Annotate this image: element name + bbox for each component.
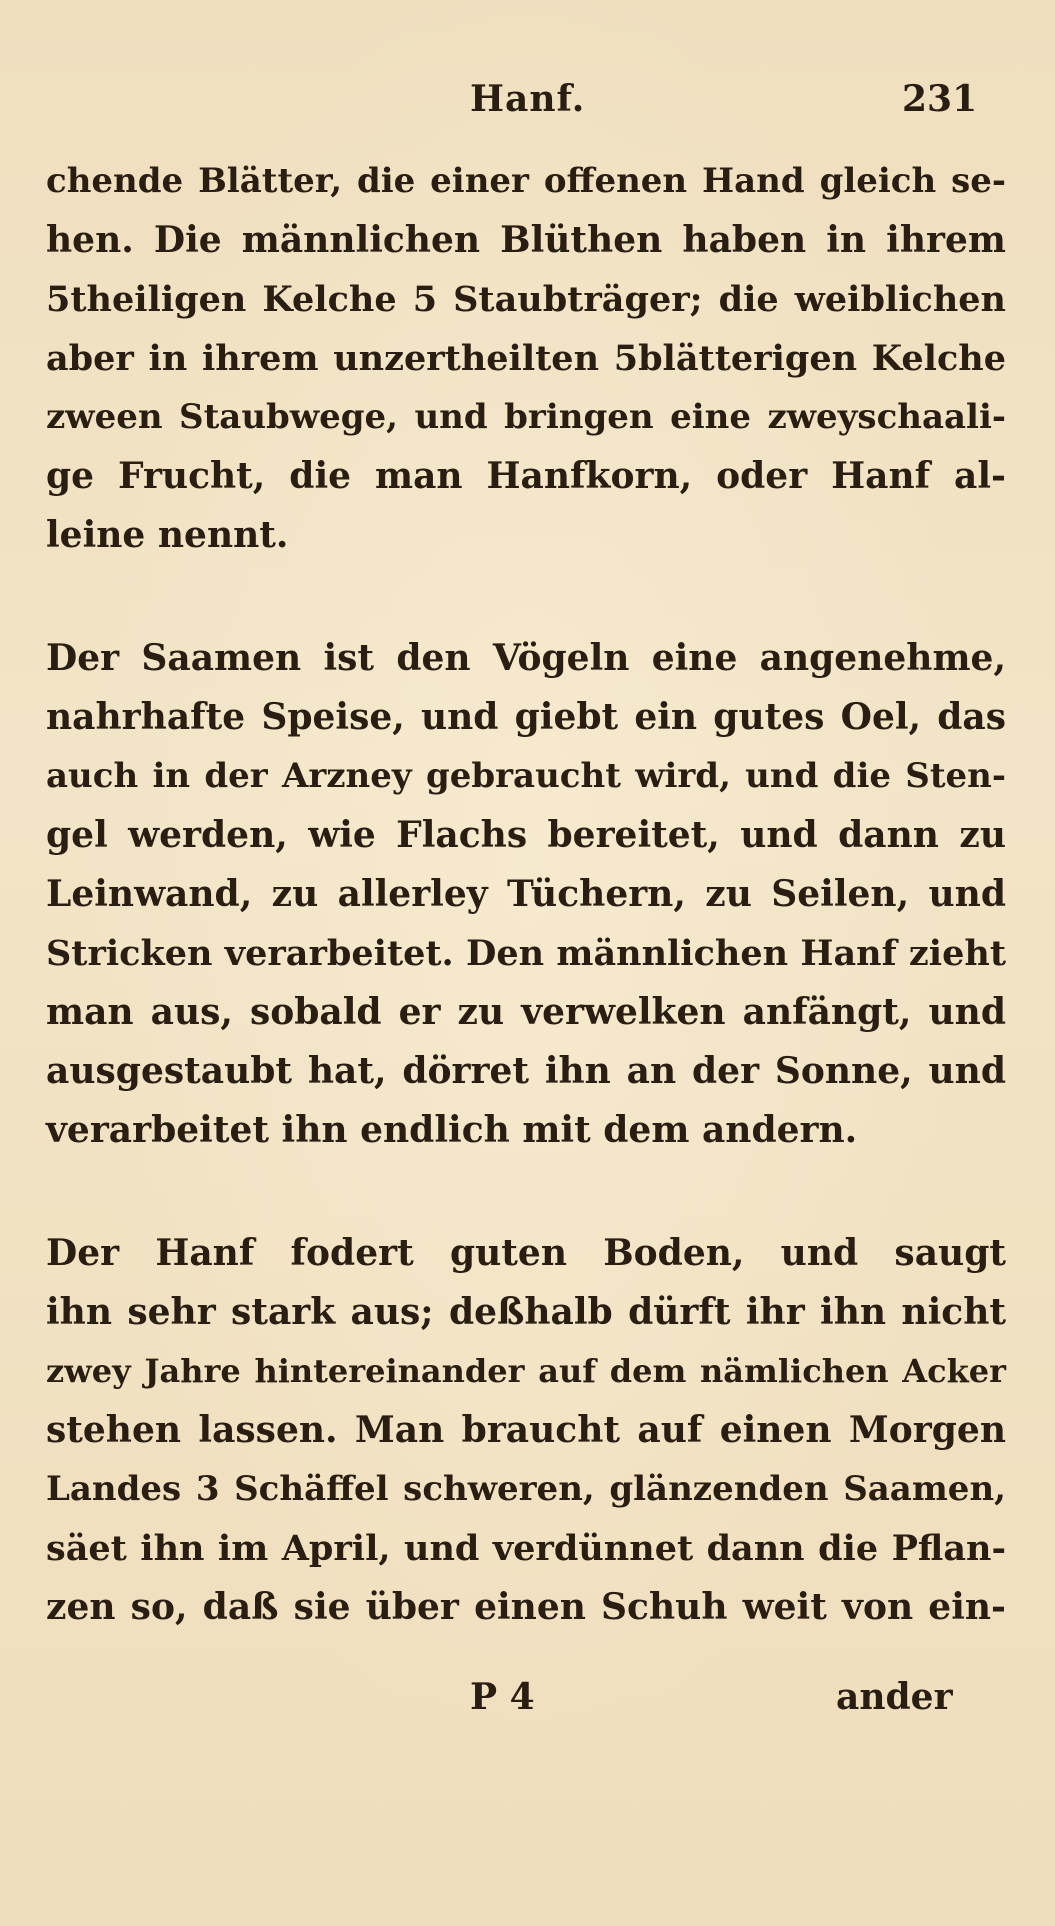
text-line: nahrhafte Speise, und giebt ein gutes Oel, das — [46, 696, 1006, 738]
text-line: Der Saamen ist den Vögeln eine angenehme, — [46, 637, 1006, 679]
page-footer — [0, 1676, 1055, 1726]
text-line: gel werden, wie Flachs bereitet, und dann zu — [46, 814, 1006, 856]
text-line: ge Frucht, die man Hanfkorn, oder Hanf al- — [46, 455, 1006, 497]
text-line: zween Staubwege, und bringen eine zweyschaali- — [46, 397, 1006, 437]
text-line: verarbeitet ihn endlich mit dem andern. — [46, 1109, 858, 1151]
text-line: aber in ihrem unzertheilten 5blätterigen Kelche — [46, 338, 1006, 379]
page-number: 231 — [902, 78, 978, 120]
text-line: säet ihn im April, und verdünnet dann die Pflan- — [46, 1528, 1006, 1569]
text-line: ausgestaubt hat, dörret ihn an der Sonne, und — [46, 1050, 1006, 1092]
page-header — [0, 78, 1055, 128]
text-line: hen. Die männlichen Blüthen haben in ihrem — [46, 219, 1006, 261]
paragraph-2 — [46, 629, 1006, 1160]
text-line: stehen lassen. Man braucht auf einen Morgen — [46, 1409, 1006, 1451]
text-line: man aus, sobald er zu verwelken anfängt, und — [46, 991, 1006, 1033]
signature-mark: P 4 — [470, 1676, 535, 1718]
catchword: ander — [836, 1676, 953, 1718]
text-line: 5theiligen Kelche 5 Staubträger; die weiblichen — [46, 279, 1006, 320]
text-line: zwey Jahre hintereinander auf dem nämlichen Acker — [46, 1352, 1006, 1390]
paragraph-gap — [46, 565, 1006, 629]
body-text — [46, 152, 1006, 1637]
text-line: leine nennt. — [46, 514, 289, 556]
text-line: Leinwand, zu allerley Tüchern, zu Seilen, und — [46, 873, 1006, 915]
text-line: Der Hanf fodert guten Boden, und saugt — [46, 1232, 1006, 1274]
text-line: auch in der Arzney gebraucht wird, und die Sten- — [46, 756, 1006, 796]
paragraph-3 — [46, 1224, 1006, 1637]
text-line: chende Blätter, die einer offenen Hand gleich se- — [46, 161, 1006, 201]
text-line: ihn sehr stark aus; deßhalb dürft ihr ihn nicht — [46, 1291, 1006, 1333]
running-title: Hanf. — [470, 78, 586, 120]
text-line: Landes 3 Schäffel schweren, glänzenden Saamen, — [46, 1469, 1006, 1509]
paragraph-gap — [46, 1160, 1006, 1224]
paragraph-1 — [46, 152, 1006, 565]
text-line: zen so, daß sie über einen Schuh weit von ein- — [46, 1586, 1006, 1628]
text-line: Stricken verarbeitet. Den männlichen Hanf zieht — [46, 933, 1006, 974]
